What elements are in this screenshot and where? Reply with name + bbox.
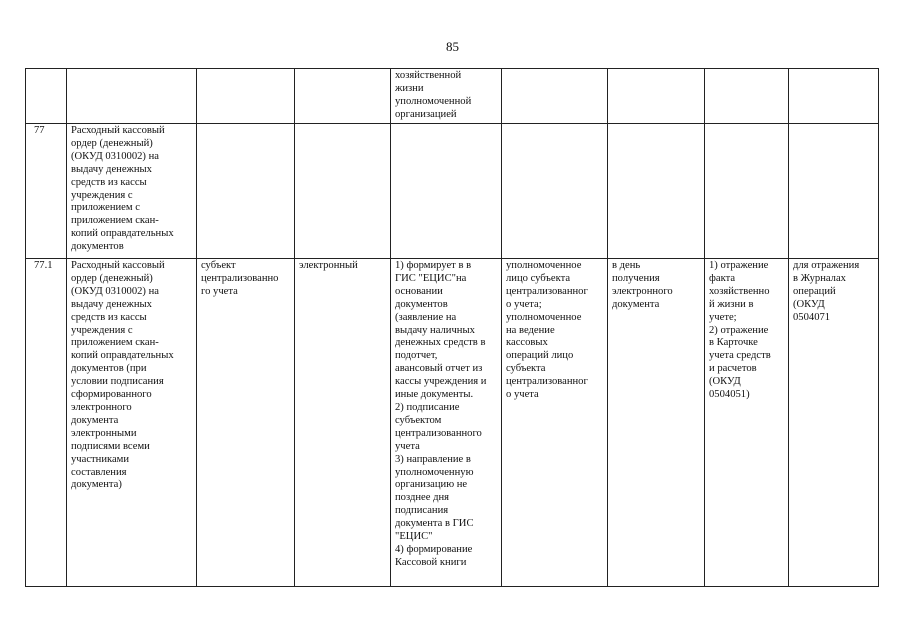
result-cell xyxy=(705,69,789,124)
result-cell: 1) отражение факта хозяйственно й жизни в учете; 2) отражение в Карточке учета средств и расчетов (ОКУД 0504051) xyxy=(705,259,789,587)
actions-cell xyxy=(391,124,502,259)
actions-cell: хозяйственной жизни уполномоченной организацией xyxy=(391,69,502,124)
row-number: 77 xyxy=(26,124,67,259)
row-number xyxy=(26,69,67,124)
form-cell xyxy=(295,124,391,259)
form-cell: электронный xyxy=(295,259,391,587)
recipient-cell xyxy=(502,69,608,124)
deadline-cell xyxy=(608,124,705,259)
result-cell xyxy=(705,124,789,259)
recipient-cell: уполномоченное лицо субъекта централизованног о учета; уполномоченное на ведение кассовых операций лицо субъекта централизованног о учета xyxy=(502,259,608,587)
responsible-cell xyxy=(197,69,295,124)
responsible-cell xyxy=(197,124,295,259)
form-cell xyxy=(295,69,391,124)
deadline-cell: в день получения электронного документа xyxy=(608,259,705,587)
document-name xyxy=(67,69,197,124)
document-name: Расходный кассовый ордер (денежный) (ОКУД 0310002) на выдачу денежных средств из кассы учреждения с приложением с приложением скан- копий оправдательных документов xyxy=(67,124,197,259)
table-row xyxy=(26,69,879,124)
page-number: 85 xyxy=(446,39,459,54)
purpose-cell xyxy=(789,69,879,124)
recipient-cell xyxy=(502,124,608,259)
purpose-cell: для отражения в Журналах операций (ОКУД 0504071 xyxy=(789,259,879,587)
actions-cell: 1) формирует в в ГИС "ЕЦИС"на основании документов (заявление на выдачу наличных денежных средств в подотчет, авансовый отчет из кассы учреждения и иные документы. 2) подписание субъектом централизованного учета 3) направление в уполномоченную организацию не позднее дня подписания документа в ГИС "ЕЦИС" 4) формирование Кассовой книги xyxy=(391,259,502,587)
table-row xyxy=(26,259,879,587)
purpose-cell xyxy=(789,124,879,259)
document-table xyxy=(25,68,879,587)
document-name: Расходный кассовый ордер (денежный) (ОКУД 0310002) на выдачу денежных средств из кассы учреждения с приложением скан- копий оправдательных документов (при условии подписания сформированного электронного документа электронными подписями всеми участниками составления документа) xyxy=(67,259,197,587)
table-row xyxy=(26,124,879,259)
row-number: 77.1 xyxy=(26,259,67,587)
responsible-cell: субъект централизованно го учета xyxy=(197,259,295,587)
deadline-cell xyxy=(608,69,705,124)
